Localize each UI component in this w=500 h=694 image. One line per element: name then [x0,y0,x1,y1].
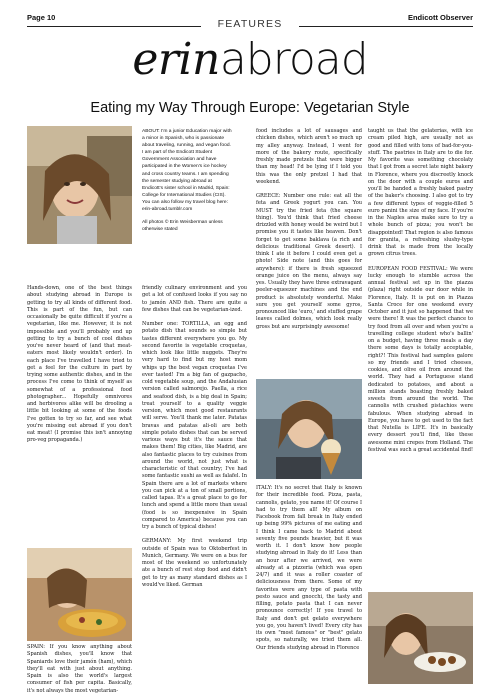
article-headline: Eating my Way Through Europe: Vegetarian Style [90,100,410,116]
publication-name: Endicott Observer [407,13,473,22]
header-rule-left [27,26,201,27]
intro-paragraph: Hands-down, one of the best things about studying abroad in Europe is getting to try all kinds of different food. This is part of the fun, but can occasionally be quite difficult if you're a vegetarian, like me. However, it is not impossible and you'll probably end up getting to try a bunch of cool dishes you've never heard of (and that meat-eaters most likely wouldn't order). In each place I've travelled I have tried to get a feel for the culture in part by trying some authentic dishes, and in the process I've come to think of myself as somewhat of a professional food photographer... Hopefully omnivores and herbivores alike will be drooling a little bit looking at some of the foods I've gotten to try so far, and see what you're missing out abroad if you don't eat meat! (I promise this isn't annoying pro-veg propaganda.) [27,285,132,444]
food-festival-paragraph: EUROPEAN FOOD FESTIVAL: We were lucky enough to stumble across the annual festival set up in the piazza (plaza) right outside our door while in Florence, Italy. It is put on in Piazza Santa Croce for one weekend every October and it just so happened that we were there! It was the perfect chance to try food from all over and when you're a travelling college student who's ballin' on a budget, having three meals a day there some days is totally acceptable, right?! This festival had samples galore so my friends and I tried cheeses, cookies, and olive oil from around the world. They had a Portuguese stand dedicated to potatoes, and about a million stands boasting freshly baked sweets from around the world. The cannolis with crushed pistachios were fabulous. When studying abroad in Europe, you have to get used to the fact that Nutella is LIFE. It's in basically every dessert you'll find, like these awesome mini crepes from Holland. The festival was such a great accidental find! [368,265,473,453]
italy-continued: taught us that the gelaterias, with ice cream piled high, are usually not as good and filled with tons of bad-for-you-stuff. The pastries in Italy are to die for. My favorite was something chocolaty that I got from a secret late night bakery in Florence, where you discreetly knock on the door with a couple euros and you'll be handed a freshly baked pastry of the baker's choosing. I also got to try a few different types of veggie-filled 5 euro panini the size of my face. If you're in the Naples area make sure to try a whole bunch of pizza; you won't be disappointed! That region is also famous for granita, a refreshing slushy-type drink that is made from the locally grown citrus trees. [368,128,473,258]
page-number: Page 10 [27,13,56,22]
section-label: FEATURES [217,18,283,30]
spain-paragraph: SPAIN: If you know anything about Spanish dishes, you'll know that Spaniards love their jamón (ham), which they'll eat with just about anything. Spain is also the world's largest consumer of fish per capita. Basically, it's not always the most vegetarian- [27,644,132,694]
spain-continued: friendly culinary environment and you get a lot of confused looks if you say no to jamón AND fish. There are quite a few dishes that can be vegetarian-ized. [142,285,247,313]
column-1-top [27,285,132,445]
brand-bold: abroad [219,34,368,85]
photo-gelato [256,379,362,479]
germany-paragraph: GERMANY: My first weekend trip outside of Spain was to Oktoberfest in Munich, Germany. We were on a bus for most of the weekend so unfortunately ate a bunch of rest stop food and didn't get to try as many standard dishes as I would've liked. German [142,538,247,588]
germany-continued: food includes a lot of sausages and chicken dishes, which aren't so much up my alley anyway. Instead, I went for more of the bakery route, specifically freshly made pretzels that were bigger than my head! I'd be lying if I told you this was the only pretzel I had that weekend. [256,128,362,185]
column-3-bottom [256,485,362,652]
photo-credit: All photos © Erin Weisberman unless otherwise stated [142,220,223,233]
greece-paragraph: GREECE: Number one rule: eat all the feta and Greek yogurt you can. You MUST try the fried feta (the square thing). You'd think that fried cheese drizzled with honey would be weird but I promise you it tastes like heaven. Don't forget to get some baklava (a rich and delicious traditional Greek desert). I think I ate it before I could even get a photo! Side note (and this goes for anywhere): if there is fresh squeezed orange juice on the menu, always say yes. Usually they have three extravagant peeler-squeezer machines and the end product is absolutely wonderful. Make sure you get yourself some gyros, pronounced like 'euro,' and stuffed grape leaves called dolmes, which look really gross but are surprisingly awesome! [256,193,362,330]
italy-paragraph: ITALY: It's no secret that Italy is known for their incredible food. Pizza, pasta, cannolis, gelato, you name it! Of course I had to try them all! My album on Facebook from fall break in Italy ended up being 99% pictures of me eating and I think I came back to Madrid about seventy five pounds heavier, but it was worth it. I don't know how people studying abroad in Italy do it! Less than an hour after we arrived, we were already at a pizzeria (which was open 24/7) and it was a roller coaster of deliciousness from there. Some of my favorites were any type of pasta with pesto sauce and gnocchi, the tasty and filling, potato pasta that I can never pronounce correctly! If you travel to Italy and don't get gelato everywhere you go, you haven't lived! Every city has its own "most famous" or "best" gelato spots, so naturally, we tried them all. Our friends studying abroad in Florence [256,485,362,651]
column-1-bottom [27,644,132,694]
column-4-top [368,128,473,454]
author-bio [142,128,232,239]
column-2 [142,285,247,589]
brand-light: erin [132,34,220,85]
photo-festival-crepes [368,592,473,684]
column-3-top [256,128,362,331]
spain-dishes: Number one: TORTILLA, an egg and potato dish that sounds so simple but tastes different everywhere you go. My second favorite is vegetable croquetas, which look like little nuggets. They're very hard to find but my host mom whips up the best vegan croquetas I've ever tasted! I'm a big fan of gazpacho, cold vegetable soup, and the Andalusian version called salmorejo. Paella, a rice and seafood dish, is a big deal in Spain; treat yourself to a quality veggie version, which most good restaurants will serve. You'll thank me later. Patatas bravas and patatas ali-oli are both simple potato dishes that can be served various ways but it's the sauce that makes them! Big cities, like Madrid, are also fantastic places to try cuisines from around the world, not just what is characteristic of that country; I've had some fantastic sushi as well as falafel. In Spain there are a lot of markets where you can pick at a ton of small portions, called tapas. It's a great place to go for lunch and spend a little more than usual (food is so inexpensive in Spain compared to America) because you can try a bunch of typical dishes! [142,321,247,530]
header-rule-right [299,26,473,27]
column-brand [0,34,500,85]
photo-eating-paella [27,548,132,641]
bio-about: ABOUT: I'm a junior Education major with a minor in Spanish, who is passionate about traveling, running, and vegan food. I am part of the Endicott Student Government Association and have participated in the Women's ice hockey and cross country teams. I am spending the semester studying abroad at Endicott's sister school in Madrid, Spain: College for International Studies (CIS). You can also follow my travel blog here: erin-abroad.tumblr.com [142,129,232,213]
author-photo [27,126,132,244]
